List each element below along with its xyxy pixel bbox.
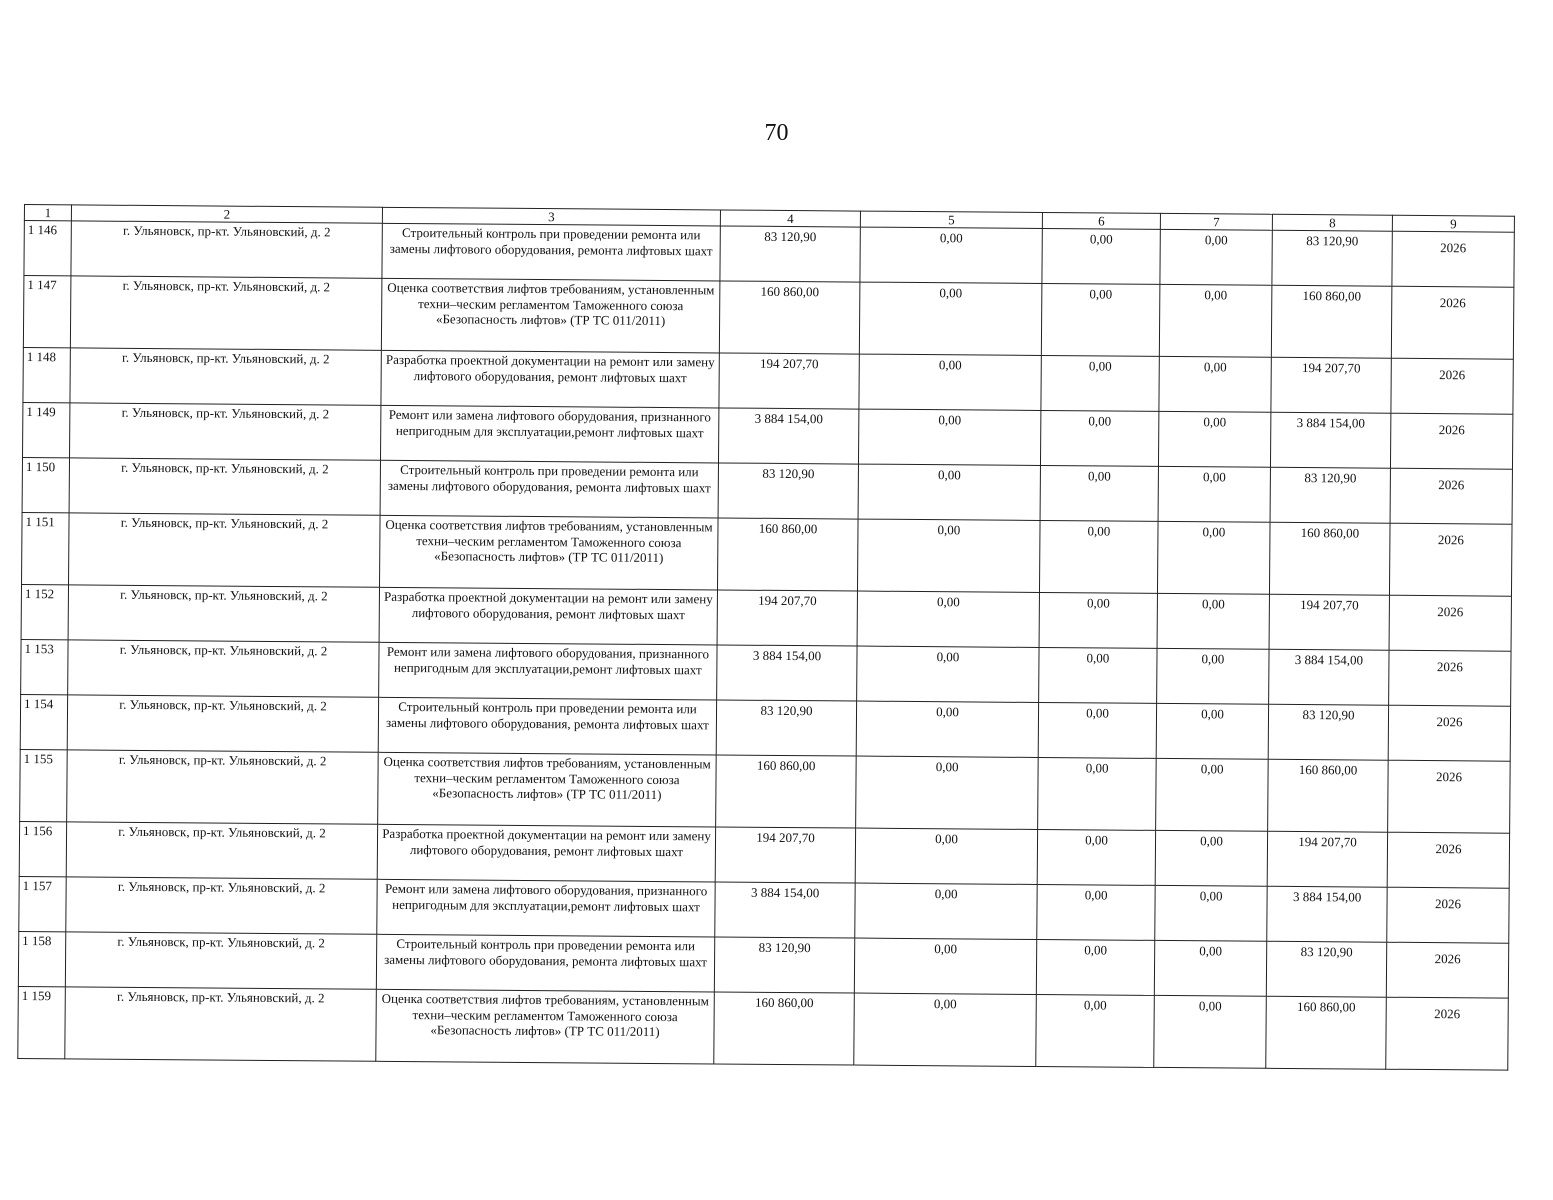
row-number-cell: 1 157 (19, 876, 66, 931)
column-6-cell: 0,00 (1036, 994, 1155, 1067)
column-4-cell: 160 860,00 (719, 281, 860, 354)
address-cell: г. Ульяновск, пр-кт. Ульяновский, д. 2 (67, 695, 378, 752)
row-number-cell: 1 146 (24, 221, 71, 276)
year-cell: 2026 (1391, 358, 1513, 414)
column-6-cell: 0,00 (1036, 939, 1154, 995)
address-cell: г. Ульяновск, пр-кт. Ульяновский, д. 2 (67, 750, 379, 824)
column-4-cell: 83 120,90 (718, 463, 858, 519)
column-5-cell: 0,00 (858, 464, 1040, 520)
year-cell: 2026 (1387, 832, 1509, 888)
column-header-3: 3 (382, 207, 720, 226)
address-cell: г. Ульяновск, пр-кт. Ульяновский, д. 2 (68, 585, 379, 642)
column-6-cell: 0,00 (1042, 228, 1160, 284)
column-8-cell: 3 884 154,00 (1267, 886, 1387, 942)
column-8-cell: 160 860,00 (1269, 522, 1390, 595)
repair-works-table (17, 204, 1515, 1071)
work-description-cell: Оценка соответствия лифтов требованиям, установленным техни–ческим регламентом Таможенного союза «Безопасность лифтов» (ТР ТС 011/2011) (381, 278, 720, 353)
year-cell: 2026 (1386, 942, 1508, 998)
column-4-cell: 3 884 154,00 (715, 882, 855, 938)
column-header-2: 2 (71, 205, 382, 223)
column-8-cell: 83 120,90 (1272, 230, 1392, 286)
column-7-cell: 0,00 (1155, 830, 1267, 886)
address-cell: г. Ульяновск, пр-кт. Ульяновский, д. 2 (71, 221, 382, 278)
work-description-cell: Оценка соответствия лифтов требованиям, установленным техни–ческим регламентом Таможенного союза «Безопасность лифтов» (ТР ТС 011/2011) (378, 752, 717, 827)
column-header-5: 5 (860, 211, 1042, 228)
document-sheet (17, 204, 1514, 1071)
column-7-cell: 0,00 (1154, 940, 1266, 996)
work-description-cell: Оценка соответствия лифтов требованиям, установленным техни–ческим регламентом Таможенного союза «Безопасность лифтов» (ТР ТС 011/2011) (380, 515, 719, 590)
column-8-cell: 194 207,70 (1271, 357, 1391, 413)
column-8-cell: 160 860,00 (1266, 996, 1387, 1069)
row-number-cell: 1 156 (19, 821, 66, 876)
year-cell: 2026 (1389, 523, 1512, 596)
row-number-cell: 1 158 (18, 931, 65, 986)
column-7-cell: 0,00 (1156, 758, 1269, 831)
row-number-cell: 1 147 (23, 276, 71, 348)
column-5-cell: 0,00 (855, 883, 1037, 939)
column-6-cell: 0,00 (1040, 465, 1158, 521)
column-7-cell: 0,00 (1157, 521, 1270, 594)
work-description-cell: Ремонт или замена лифтового оборудования, признанного непригодным для эксплуатации,ремонт лифтовых шахт (380, 405, 718, 463)
table-row (22, 512, 1513, 596)
year-cell: 2026 (1389, 595, 1511, 651)
column-header-8: 8 (1272, 214, 1392, 231)
row-number-cell: 1 155 (20, 749, 68, 821)
row-number-cell: 1 149 (23, 402, 70, 457)
column-6-cell: 0,00 (1039, 520, 1158, 593)
address-cell: г. Ульяновск, пр-кт. Ульяновский, д. 2 (69, 513, 381, 587)
column-4-cell: 160 860,00 (717, 518, 858, 591)
column-6-cell: 0,00 (1037, 829, 1155, 885)
column-7-cell: 0,00 (1157, 648, 1269, 704)
column-5-cell: 0,00 (857, 591, 1039, 647)
work-description-cell: Ремонт или замена лифтового оборудования, признанного непригодным для эксплуатации,ремонт лифтовых шахт (377, 879, 715, 937)
column-header-9: 9 (1392, 215, 1514, 232)
column-4-cell: 194 207,70 (717, 590, 857, 646)
column-6-cell: 0,00 (1038, 757, 1157, 830)
address-cell: г. Ульяновск, пр-кт. Ульяновский, д. 2 (69, 458, 380, 515)
address-cell: г. Ульяновск, пр-кт. Ульяновский, д. 2 (70, 403, 381, 460)
column-6-cell: 0,00 (1039, 592, 1157, 648)
table-body (18, 221, 1515, 1071)
work-description-cell: Ремонт или замена лифтового оборудования, признанного непригодным для эксплуатации,ремонт лифтовых шахт (379, 642, 717, 700)
column-8-cell: 83 120,90 (1266, 941, 1386, 997)
address-cell: г. Ульяновск, пр-кт. Ульяновский, д. 2 (66, 822, 377, 879)
column-6-cell: 0,00 (1038, 702, 1156, 758)
table-row (23, 276, 1514, 360)
column-7-cell: 0,00 (1154, 995, 1267, 1068)
column-5-cell: 0,00 (860, 227, 1042, 283)
row-number-cell: 1 152 (21, 584, 68, 639)
column-5-cell: 0,00 (857, 519, 1040, 592)
year-cell: 2026 (1386, 997, 1509, 1070)
column-5-cell: 0,00 (855, 828, 1037, 884)
column-8-cell: 83 120,90 (1268, 704, 1388, 760)
year-cell: 2026 (1391, 286, 1514, 359)
year-cell: 2026 (1392, 231, 1514, 287)
column-header-4: 4 (720, 210, 860, 227)
column-4-cell: 83 120,90 (714, 937, 854, 993)
address-cell: г. Ульяновск, пр-кт. Ульяновский, д. 2 (65, 987, 377, 1061)
column-7-cell: 0,00 (1157, 593, 1269, 649)
work-description-cell: Строительный контроль при проведении ремонта или замены лифтового оборудования, ремонта лифтовых шахт (376, 934, 714, 992)
work-description-cell: Строительный контроль при проведении ремонта или замены лифтового оборудования, ремонта лифтовых шахт (378, 697, 716, 755)
column-8-cell: 3 884 154,00 (1270, 412, 1390, 468)
year-cell: 2026 (1388, 705, 1510, 761)
table-row (18, 986, 1509, 1070)
year-cell: 2026 (1390, 468, 1512, 524)
address-cell: г. Ульяновск, пр-кт. Ульяновский, д. 2 (70, 276, 382, 350)
year-cell: 2026 (1390, 413, 1512, 469)
column-8-cell: 194 207,70 (1269, 594, 1389, 650)
work-description-cell: Оценка соответствия лифтов требованиям, установленным техни–ческим регламентом Таможенного союза «Безопасность лифтов» (ТР ТС 011/2011) (376, 989, 715, 1064)
column-7-cell: 0,00 (1155, 885, 1267, 941)
row-number-cell: 1 151 (22, 512, 70, 584)
year-cell: 2026 (1388, 760, 1511, 833)
column-5-cell: 0,00 (857, 646, 1039, 702)
column-header-1: 1 (24, 205, 71, 221)
column-7-cell: 0,00 (1160, 229, 1272, 285)
address-cell: г. Ульяновск, пр-кт. Ульяновский, д. 2 (70, 348, 381, 405)
column-header-7: 7 (1160, 213, 1272, 230)
column-8-cell: 83 120,90 (1270, 467, 1390, 523)
column-4-cell: 194 207,70 (715, 827, 855, 883)
column-5-cell: 0,00 (856, 701, 1038, 757)
column-4-cell: 83 120,90 (716, 700, 856, 756)
column-7-cell: 0,00 (1159, 284, 1272, 357)
work-description-cell: Строительный контроль при проведении ремонта или замены лифтового оборудования, ремонта лифтовых шахт (380, 460, 718, 518)
column-8-cell: 160 860,00 (1271, 285, 1392, 358)
column-6-cell: 0,00 (1040, 410, 1158, 466)
column-6-cell: 0,00 (1039, 647, 1157, 703)
row-number-cell: 1 159 (18, 986, 66, 1058)
row-number-cell: 1 150 (22, 457, 69, 512)
address-cell: г. Ульяновск, пр-кт. Ульяновский, д. 2 (66, 877, 377, 934)
column-5-cell: 0,00 (859, 354, 1041, 410)
column-4-cell: 83 120,90 (720, 226, 860, 282)
column-8-cell: 194 207,70 (1267, 831, 1387, 887)
column-4-cell: 160 860,00 (716, 755, 857, 828)
column-6-cell: 0,00 (1041, 283, 1160, 356)
address-cell: г. Ульяновск, пр-кт. Ульяновский, д. 2 (68, 640, 379, 697)
table-row (20, 749, 1511, 833)
address-cell: г. Ульяновск, пр-кт. Ульяновский, д. 2 (65, 932, 376, 989)
year-cell: 2026 (1387, 887, 1509, 943)
page-number: 70 (764, 120, 789, 146)
column-8-cell: 160 860,00 (1268, 759, 1389, 832)
work-description-cell: Разработка проектной документации на ремонт или замену лифтового оборудования, ремонт лифтовых шахт (381, 350, 719, 408)
column-5-cell: 0,00 (856, 756, 1039, 829)
column-4-cell: 160 860,00 (714, 992, 855, 1065)
column-4-cell: 3 884 154,00 (718, 408, 858, 464)
column-5-cell: 0,00 (858, 409, 1040, 465)
column-8-cell: 3 884 154,00 (1269, 649, 1389, 705)
column-header-6: 6 (1042, 212, 1160, 229)
column-4-cell: 3 884 154,00 (717, 645, 857, 701)
row-number-cell: 1 154 (20, 694, 67, 749)
year-cell: 2026 (1389, 650, 1511, 706)
column-4-cell: 194 207,70 (719, 353, 859, 409)
row-number-cell: 1 148 (23, 347, 70, 402)
column-7-cell: 0,00 (1156, 703, 1268, 759)
column-5-cell: 0,00 (859, 282, 1042, 355)
column-7-cell: 0,00 (1159, 356, 1271, 412)
column-7-cell: 0,00 (1158, 466, 1270, 522)
column-5-cell: 0,00 (854, 938, 1036, 994)
work-description-cell: Строительный контроль при проведении ремонта или замены лифтового оборудования, ремонта лифтовых шахт (382, 223, 720, 281)
column-6-cell: 0,00 (1037, 884, 1155, 940)
column-6-cell: 0,00 (1041, 355, 1159, 411)
column-5-cell: 0,00 (854, 993, 1037, 1066)
work-description-cell: Разработка проектной документации на ремонт или замену лифтового оборудования, ремонт лифтовых шахт (379, 587, 717, 645)
row-number-cell: 1 153 (21, 639, 68, 694)
column-7-cell: 0,00 (1158, 411, 1270, 467)
work-description-cell: Разработка проектной документации на ремонт или замену лифтового оборудования, ремонт лифтовых шахт (377, 824, 715, 882)
